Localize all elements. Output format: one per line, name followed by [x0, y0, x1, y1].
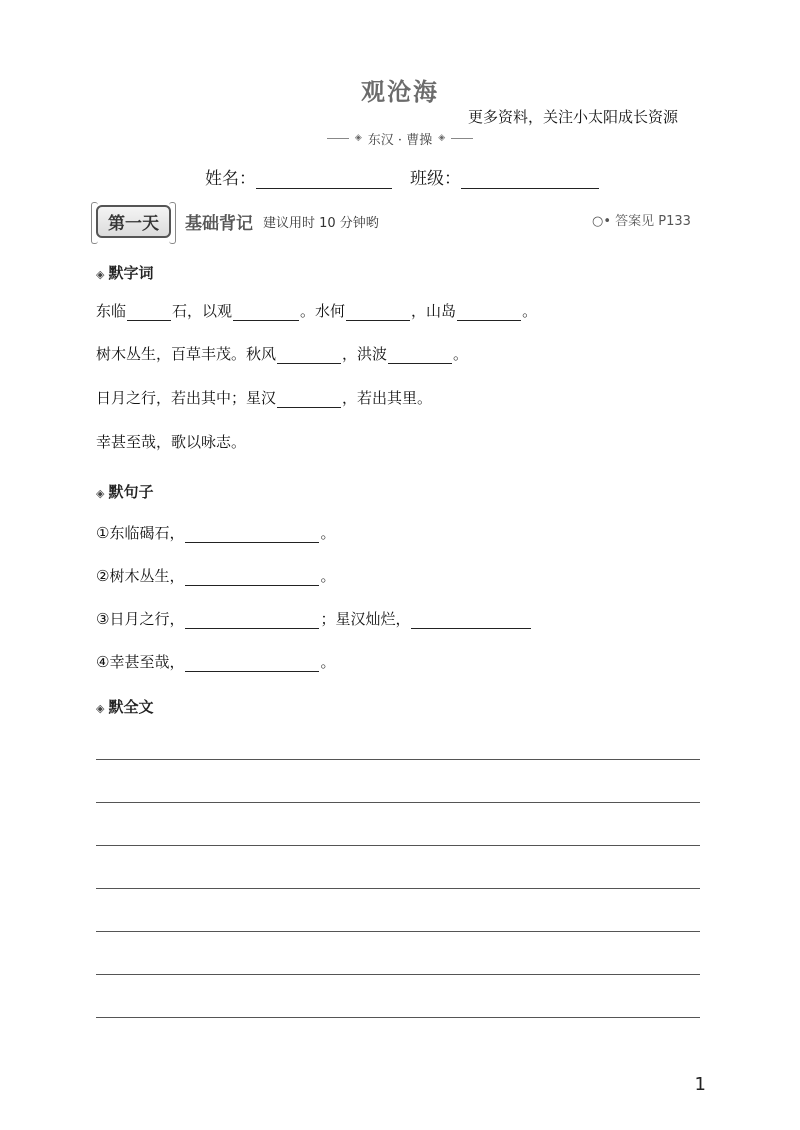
- author-rule-right: [451, 138, 473, 139]
- diamond-icon: ◈: [96, 487, 105, 500]
- day-header: [96, 204, 379, 238]
- section-heading-sentences: ◈ 默句子: [96, 483, 154, 501]
- blank-field[interactable]: [411, 612, 531, 629]
- section-heading-words: ◈ 默字词: [96, 264, 154, 282]
- name-label: 姓名：: [205, 169, 256, 189]
- section-heading-fulltext: ◈ 默全文: [96, 698, 154, 716]
- blank-field[interactable]: [457, 304, 521, 321]
- diamond-icon: ◈: [96, 268, 105, 281]
- writing-line[interactable]: [96, 845, 700, 846]
- words-line-4: 幸甚至哉，歌以咏志。: [96, 433, 247, 451]
- time-hint: 建议用时 10 分钟哟: [263, 215, 379, 231]
- words-line-1: 东临 石，以观 。水何 ，山岛 。: [96, 302, 538, 320]
- author-text: 东汉 · 曹操: [367, 132, 433, 148]
- blank-field[interactable]: [233, 304, 299, 321]
- blank-field[interactable]: [185, 612, 319, 629]
- author-line: [300, 128, 500, 148]
- promo-text: 更多资料，关注小太阳成长资源: [468, 108, 679, 126]
- words-line-2: 树木丛生，百草丰茂。秋风 ，洪波 。: [96, 345, 469, 363]
- blank-field[interactable]: [185, 569, 319, 586]
- day-title: 基础背记: [185, 213, 253, 234]
- poem-title: 观沧海: [361, 77, 439, 106]
- writing-line[interactable]: [96, 931, 700, 932]
- student-info-row: [205, 164, 599, 189]
- words-line-3: 日月之行，若出其中；星汉 ，若出其里。: [96, 389, 433, 407]
- blank-field[interactable]: [388, 347, 452, 364]
- blank-field[interactable]: [346, 304, 410, 321]
- author-rule-left: [327, 138, 349, 139]
- sentence-line-2: ②树木丛生， 。: [96, 567, 336, 585]
- writing-line[interactable]: [96, 759, 700, 760]
- ornament-icon: ◈: [354, 133, 362, 143]
- blank-field[interactable]: [277, 391, 341, 408]
- sentence-line-4: ④幸甚至哉， 。: [96, 653, 336, 671]
- ornament-icon: ◈: [438, 133, 446, 143]
- answer-reference: ○• 答案见 P133: [592, 214, 691, 229]
- blank-field[interactable]: [185, 526, 319, 543]
- sentence-line-3: ③日月之行， ；星汉灿烂，: [96, 608, 532, 629]
- class-label: 班级：: [410, 169, 461, 189]
- sentence-line-1: ①东临碣石， 。: [96, 524, 336, 542]
- writing-line[interactable]: [96, 974, 700, 975]
- class-field[interactable]: [461, 170, 599, 189]
- writing-line[interactable]: [96, 802, 700, 803]
- page-number: 1: [694, 1074, 706, 1095]
- day-badge: 第一天: [96, 205, 171, 238]
- writing-line[interactable]: [96, 888, 700, 889]
- diamond-icon: ◈: [96, 702, 105, 715]
- blank-field[interactable]: [185, 655, 319, 672]
- blank-field[interactable]: [127, 304, 171, 321]
- writing-line[interactable]: [96, 1017, 700, 1018]
- name-field[interactable]: [256, 170, 392, 189]
- blank-field[interactable]: [277, 347, 341, 364]
